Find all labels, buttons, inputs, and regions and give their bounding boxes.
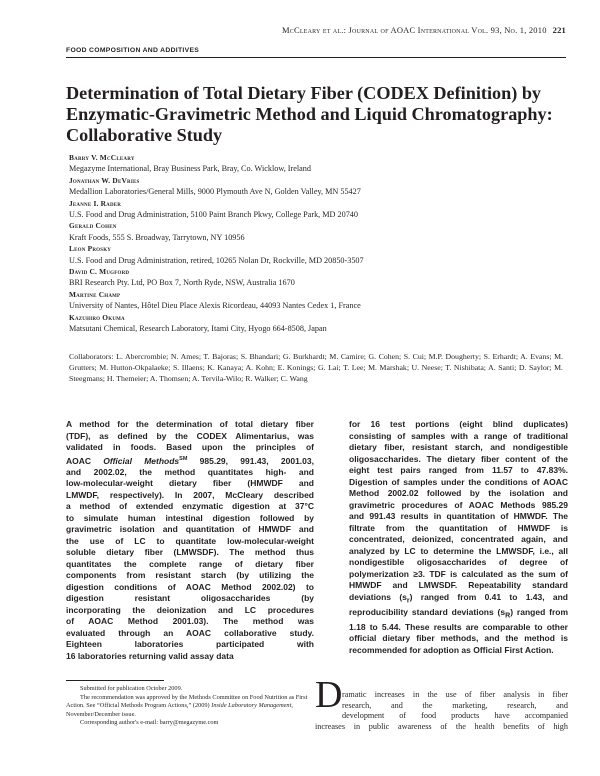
abstract-line: components from resistant starch (by utilizing the <box>66 570 314 581</box>
intro-line: research, and the marketing, research, and <box>342 700 568 710</box>
footnote-rule <box>66 680 164 681</box>
abstract-line: low-molecular-weight dietary fiber (HMWDF and <box>66 478 314 489</box>
section-rule <box>66 57 566 58</box>
author-affiliation: University of Nantes, Hôtel Dieu Place Alexis Ricordeau, 44093 Nantes Cedex 1, France <box>69 301 361 311</box>
section-label: FOOD COMPOSITION AND ADDITIVES <box>66 47 200 54</box>
author-name: David C. Mugford <box>69 267 130 277</box>
abstract-line: recommended for adoption as Official First Action. <box>349 644 554 655</box>
abstract-line: Digestion of samples under the conditions of AOAC <box>349 476 568 487</box>
author-affiliation: Matsutani Chemical, Research Laboratory, Itami City, Hyogo 664-8508, Japan <box>69 324 327 334</box>
author-affiliation: Kraft Foods, 555 S. Broadway, Tarrytown, NY 10956 <box>69 232 245 242</box>
abstract-line: gravimetric isolation and quantitation of HMWDF and <box>66 524 314 535</box>
abstract-line: polymerization ≥3. TDF is calculated as the sum of <box>349 568 568 579</box>
abstract-line: 1.18 to 5.44. These results are comparable to other <box>349 621 568 632</box>
author-affiliation: U.S. Food and Drug Administration, retired, 10265 Nolan Dr, Rockville, MD 20850-3507 <box>69 255 364 265</box>
abstract-line: filtrate from the quantitation of HMWDF is <box>349 522 568 533</box>
article-title: Determination of Total Dietary Fiber (CODEX Definition) by Enzymatic-Gravimetric Method and Liquid Chromatography: Collaborative Study <box>66 83 553 145</box>
abstract-line: quantitates the complete range of dietary fiber <box>66 558 314 569</box>
abstract-line: reproducibility standard deviations $(s_R)$ ranged from <box>349 606 569 620</box>
intro-line: development of food products have accompanied <box>342 711 568 721</box>
author-name: Jonathan W. DeVries <box>69 175 140 185</box>
author-name: Kazuhiro Okuma <box>69 312 125 322</box>
abstract-line: soluble dietary fiber (LMWSDF). The method thus <box>66 547 314 558</box>
abstract-line: oligosaccharides. The dietary fiber content of the <box>349 453 568 464</box>
author-name: Gerald Cohen <box>69 221 117 231</box>
abstract-line: a method of extended enzymatic digestion at 37°C <box>66 501 314 512</box>
abstract-line: and 991.43 results in quantitation of HMWDF. The <box>349 511 568 521</box>
abstract-line: to simulate human intestinal digestion followed by <box>66 512 314 523</box>
abstract-line: Eighteen laboratories participated with <box>66 639 314 650</box>
abstract-line: gravimetric procedures of AOAC Methods 985.29 <box>349 499 568 510</box>
author-name: Martine Champ <box>69 289 121 299</box>
abstract-line: of AOAC Method 2001.03). The method was <box>66 616 314 627</box>
abstract-line: consisting of samples with a range of traditional <box>349 430 568 441</box>
author-affiliation: Megazyme International, Bray Business Park, Bray, Co. Wicklow, Ireland <box>69 164 311 174</box>
running-header <box>282 25 566 35</box>
footnote-email: Corresponding author's e-mail: barry@megazyme.com <box>80 719 219 727</box>
author-affiliation: Medallion Laboratories/General Mills, 9000 Plymouth Ave N, Golden Valley, MN 55427 <box>69 187 361 197</box>
abstract-line: digestion resistant oligosaccharides (by <box>66 593 314 604</box>
abstract-right-column <box>349 419 568 656</box>
author-list <box>69 152 559 335</box>
abstract-line: the use of LC to quantitate low-molecular-weight <box>66 535 314 546</box>
abstract-line: and 2002.02, the method quantitates high- and <box>66 466 314 477</box>
intro-line: increases in public awareness of the health benefits of high <box>315 722 568 732</box>
abstract-line: Method 2002.02 followed by the isolation and <box>349 488 568 498</box>
abstract-line: nondigestible oligosaccharides of degree of <box>349 557 568 567</box>
abstract-line: AOAC Official Methods℠ 985.29, 991.43, 2001.03, <box>66 455 314 466</box>
abstract-line: LMWDF, respectively). In 2007, McCleary described <box>66 489 314 500</box>
author-affiliation: U.S. Food and Drug Administration, 5100 Paint Branch Pkwy, College Park, MD 20740 <box>69 210 358 220</box>
abstract-line: (TDF), as defined by the CODEX Alimentarius, was <box>66 430 314 441</box>
abstract-line: digestion conditions of AOAC Method 2002.02) to <box>66 581 314 592</box>
abstract-line: 16 laboratories returning valid assay data <box>66 650 234 661</box>
abstract-line: A method for the determination of total dietary fiber <box>66 419 314 429</box>
abstract-line: concentrated, deionized, concentrated again, and <box>349 534 568 544</box>
abstract-line: for 16 test portions (eight blind duplicates) <box>349 419 568 429</box>
abstract-left-column <box>66 419 314 662</box>
abstract-line: evaluated through an AOAC collaborative study. <box>66 627 314 638</box>
abstract-line: deviations $(s_r)$ ranged from 0.41 to 1.43, and <box>349 591 568 605</box>
footnotes <box>66 685 316 728</box>
abstract-line: dietary fiber, resistant starch, and nondigestible <box>349 442 568 452</box>
footnote-submitted: Submitted for publication October 2009. <box>80 685 183 692</box>
abstract-line: validated in foods. Based upon the principles of <box>66 442 314 452</box>
running-head-text: McCleary et al.: Journal of AOAC International Vol. 93, No. 1, 2010 <box>282 25 547 35</box>
intro-paragraph <box>315 690 568 733</box>
author-name: Jeanne I. Rader <box>69 198 122 208</box>
abstract-line: official dietary fiber methods, and the method is <box>349 633 568 644</box>
footnote-recommendation: The recommendation was approved by the Methods Committee on Food Nutrition as First Action. See “Official Methods Program Actions,” (2009) Inside Laboratory Management, November/December issue. <box>66 693 308 718</box>
abstract-line: eight test pairs ranged from 11.57 to 47.83%. <box>349 465 568 475</box>
abstract-line: HMWDF and LMWSDF. Repeatability standard <box>349 580 568 590</box>
intro-line: ramatic increases in the use of fiber analysis in fiber <box>342 690 568 699</box>
abstract-line: incorporating the deionization and LC procedures <box>66 604 314 615</box>
author-name: Leon Prosky <box>69 244 112 254</box>
author-name: Barry V. McCleary <box>69 153 135 162</box>
author-affiliation: BRI Research Pty. Ltd, PO Box 7, North Ryde, NSW, Australia 1670 <box>69 278 295 288</box>
collaborators: Collaborators: L. Abercrombie; N. Ames; T. Bajoras; S. Bhandari; G. Burkhardt; M. Camire; G. Cohen; S. Cui; M.P. Dougherty; S. Erhardt; A. Evans; M. Grutters; M. Hutton-Okpalaeke; S. Illaens; K. Kanaya; A. Kohn; E. Konings; G. Lai; T. Lee; M. Marshak; U. Neese; T. Nishibata; A. Santi; D. Saylor; M. Steegmans; H. Themeier; A. Thomsen; A. Tervila-Wilo; R. Walker; C. Wang <box>69 352 563 383</box>
page-number: 221 <box>552 25 566 35</box>
drop-cap: D <box>315 674 343 716</box>
abstract-line: analyzed by LC to determine the LMWSDF, i.e., all <box>349 545 568 556</box>
